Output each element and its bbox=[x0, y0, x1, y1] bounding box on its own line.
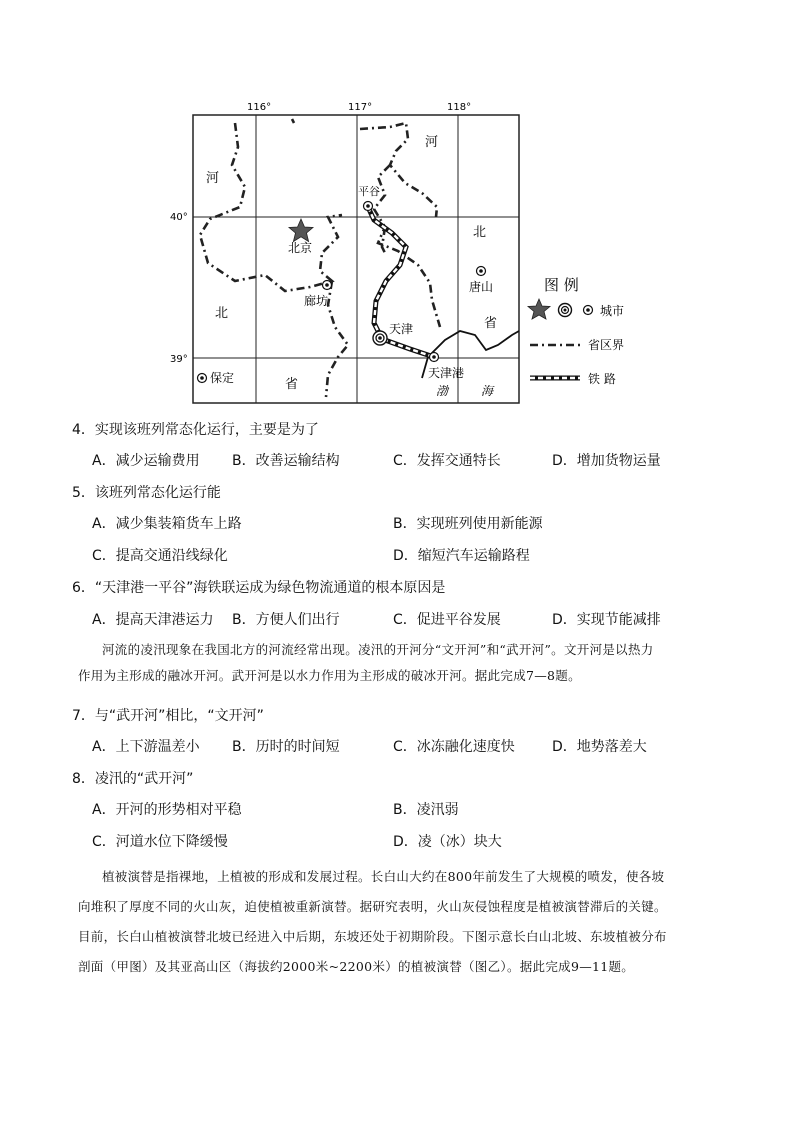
lat-label-39: 39° bbox=[170, 354, 188, 365]
lon-label-117: 117° bbox=[348, 102, 373, 113]
question-5-stem: 5．该班列常态化运行能 bbox=[72, 485, 221, 501]
city-label-langfang: 廊坊 bbox=[304, 294, 329, 308]
question-8-option-a[interactable]: A．开河的形势相对平稳 bbox=[92, 802, 242, 818]
legend-double-circle-icon bbox=[559, 304, 572, 317]
city-label-tianjingang: 天津港 bbox=[428, 366, 465, 380]
question-7-option-d[interactable]: D．地势落差大 bbox=[552, 739, 647, 755]
region-label-bei-left: 北 bbox=[215, 306, 229, 321]
question-6-option-d[interactable]: D．实现节能减排 bbox=[552, 612, 661, 628]
legend-city-label: 城市 bbox=[600, 304, 625, 318]
map-figure bbox=[160, 95, 640, 407]
sea-label-bo: 渤 bbox=[436, 384, 449, 398]
passage-vegetation-line-3: 目前，长白山植被演替北坡已经进入中后期，东坡还处于初期阶段。下图示意长白山北坡、东坡植被分布 bbox=[78, 929, 667, 944]
question-6-stem: 6．“天津港一平谷”海铁联运成为绿色物流通道的根本原因是 bbox=[72, 580, 446, 596]
question-7-option-a[interactable]: A．上下游温差小 bbox=[92, 739, 200, 755]
legend-title: 图 例 bbox=[544, 276, 579, 294]
region-label-he-left: 河 bbox=[206, 171, 220, 186]
lon-label-116: 116° bbox=[247, 102, 272, 113]
question-8-stem: 8．凌汛的“武开河” bbox=[72, 771, 194, 787]
city-label-beijing: 北京 bbox=[288, 241, 313, 255]
tianjin-city-icon bbox=[373, 331, 387, 345]
question-4-option-d[interactable]: D．增加货物运量 bbox=[552, 453, 661, 469]
passage-vegetation-succession bbox=[78, 862, 758, 982]
question-8-option-d[interactable]: D．凌（冰）块大 bbox=[393, 834, 502, 850]
passage-ice-flood bbox=[78, 637, 758, 689]
beijing-star-icon bbox=[289, 219, 313, 242]
baoding-city-icon bbox=[198, 374, 207, 383]
question-7-option-c[interactable]: C．冰冻融化速度快 bbox=[393, 739, 515, 755]
question-4-option-b[interactable]: B．改善运输结构 bbox=[232, 453, 340, 469]
region-label-bei-right: 北 bbox=[473, 225, 487, 240]
question-4-option-c[interactable]: C．发挥交通特长 bbox=[393, 453, 501, 469]
lon-label-118: 118° bbox=[447, 102, 472, 113]
sea-label-hai: 海 bbox=[481, 384, 494, 398]
passage-vegetation-line-1: 植被演替是指裸地，上植被的形成和发展过程。长白山大约在800年前发生了大规模的喷发，使各坡 bbox=[102, 869, 665, 884]
map-grid bbox=[193, 115, 519, 403]
tianjingang-city-icon bbox=[430, 353, 439, 362]
tangshan-city-icon bbox=[477, 267, 486, 276]
question-4-stem: 4．实现该班列常态化运行，主要是为了 bbox=[72, 422, 319, 438]
passage-vegetation-line-2: 向堆积了厚度不同的火山灰，迫使植被重新演替。据研究表明，火山灰侵蚀程度是植被演替滞后的关键。 bbox=[78, 899, 667, 914]
passage-ice-flood-line-2: 作用为主形成的融冰开河。武开河是以水力作用为主形成的破冰开河。据此完成7—8题。 bbox=[78, 668, 581, 683]
question-7-option-b[interactable]: B．历时的时间短 bbox=[232, 739, 340, 755]
question-6-option-c[interactable]: C．促进平谷发展 bbox=[393, 612, 501, 628]
question-6-option-a[interactable]: A．提高天津港运力 bbox=[92, 612, 214, 628]
question-5-option-c[interactable]: C．提高交通沿线绿化 bbox=[92, 548, 228, 564]
city-label-tianjin: 天津 bbox=[389, 322, 414, 336]
city-label-tangshan: 唐山 bbox=[469, 280, 494, 294]
question-8-option-b[interactable]: B．凌汛弱 bbox=[393, 802, 459, 818]
city-label-baoding: 保定 bbox=[210, 371, 235, 385]
question-4-option-a[interactable]: A．减少运输费用 bbox=[92, 453, 200, 469]
question-5-option-a[interactable]: A．减少集装箱货车上路 bbox=[92, 516, 242, 532]
legend-boundary-label: 省区界 bbox=[588, 338, 625, 352]
region-label-sheng-bottom: 省 bbox=[285, 377, 299, 392]
city-label-pinggu: 平谷 bbox=[358, 185, 380, 198]
lat-label-40: 40° bbox=[170, 212, 188, 223]
question-5-option-b[interactable]: B．实现班列使用新能源 bbox=[393, 516, 543, 532]
langfang-city-icon bbox=[323, 281, 332, 290]
question-6-option-b[interactable]: B．方便人们出行 bbox=[232, 612, 340, 628]
region-label-he-top: 河 bbox=[425, 135, 439, 150]
region-label-sheng-right: 省 bbox=[484, 316, 498, 331]
map-frame bbox=[193, 115, 519, 403]
question-8-option-c[interactable]: C．河道水位下降缓慢 bbox=[92, 834, 228, 850]
question-7-stem: 7．与“武开河”相比，“文开河” bbox=[72, 708, 264, 724]
pinggu-city-icon bbox=[364, 202, 373, 211]
legend-star-icon bbox=[528, 299, 550, 319]
passage-vegetation-line-4: 剖面（甲图）及其亚高山区（海拔约2000米~2200米）的植被演替（图乙）。据此完成9—11题。 bbox=[78, 959, 635, 974]
legend-railway-label: 铁 路 bbox=[588, 372, 616, 386]
question-5-option-d[interactable]: D．缩短汽车运输路程 bbox=[393, 548, 530, 564]
passage-ice-flood-line-1: 河流的凌汛现象在我国北方的河流经常出现。凌汛的开河分“文开河”和“武开河”。文开河是以热力 bbox=[102, 642, 654, 657]
legend-circle-icon bbox=[584, 306, 593, 315]
